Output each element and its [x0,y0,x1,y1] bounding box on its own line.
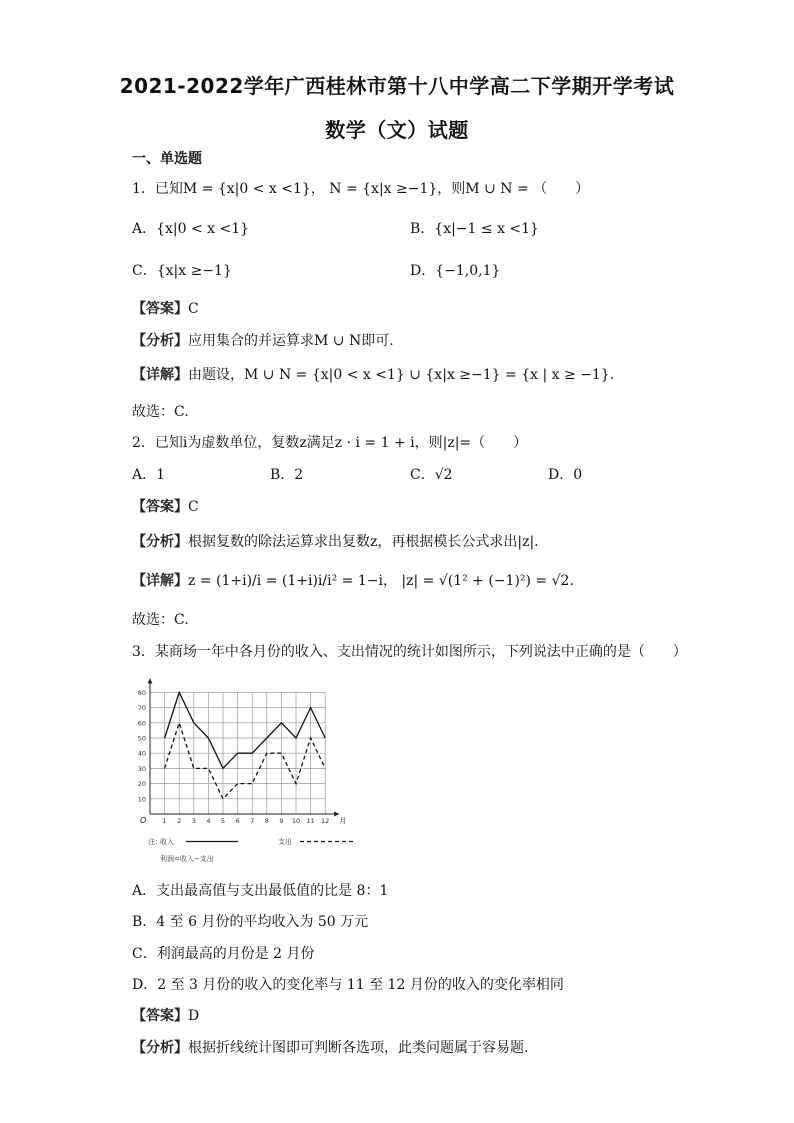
x-tick-label: 9 [279,817,284,825]
q2-option-c: C．√2 [410,467,453,483]
y-axis-arrow [148,678,153,683]
x-tick-label: 4 [206,817,211,825]
legend-prefix: 注： [148,838,162,846]
answer-tag: 【答案】 [132,499,188,515]
analysis-tag: 【分析】 [132,333,188,349]
q2-conclusion: 故选：C. [132,612,189,628]
q1-answer [132,298,199,318]
q3-answer [132,1005,199,1025]
q2-option-a: A．1 [132,467,166,483]
q3-option-a: A．支出最高值与支出最低值的比是 8：1 [132,883,389,899]
q1-option-b: B．{x|−1 ≤ x <1} [410,221,539,237]
x-axis-label: 月 [339,817,347,825]
analysis-text: 根据折线统计图即可判断各选项，此类问题属于容易题. [188,1040,529,1056]
analysis-tag: 【分析】 [132,534,188,550]
y-tick-label: 70 [137,704,146,713]
q3-option-d: D．2 至 3 月份的收入的变化率与 11 至 12 月份的收入的变化率相同 [132,977,564,993]
y-tick-label: 80 [137,688,146,697]
q2-stem: 2．已知i为虚数单位，复数z满足z · i = 1 + i，则|z|=（ ） [132,435,528,451]
q2-detail [132,570,574,590]
legend-income-label: 收入 [160,838,174,846]
detail-text: z = (1+i)/i = (1+i)i/i² = 1−i， |z| = √(1² + (−1)²) = √2. [188,573,574,589]
analysis-text: 应用集合的并运算求M ∪ N即可. [188,333,394,349]
detail-tag: 【详解】 [132,573,188,589]
q1-conclusion: 故选：C. [132,404,189,420]
q3-stem: 3．某商场一年中各月份的收入、支出情况的统计如图所示，下列说法中正确的是（ ） [132,644,687,660]
y-tick-label: 50 [137,734,146,743]
q2-answer [132,496,199,516]
q3-option-c: C．利润最高的月份是 2 月份 [132,946,315,962]
y-tick-label: 40 [137,749,146,758]
x-tick-label: 11 [306,817,315,825]
x-tick-label: 7 [250,817,255,825]
x-tick-label: 1 [162,817,167,825]
origin-label: O [140,816,147,825]
x-axis-arrow [334,812,339,817]
q3-analysis [132,1037,528,1057]
q3-option-b: B．4 至 6 月份的平均收入为 50 万元 [132,914,369,930]
legend-note: 利润=收入−支出 [160,855,214,863]
answer-tag: 【答案】 [132,301,188,317]
x-tick-label: 8 [264,817,269,825]
detail-text: 由题设，M ∪ N = {x|0 < x <1} ∪ {x|x ≥−1} = {x | x ≥ −1}. [188,367,615,383]
q1-analysis [132,330,394,350]
y-tick-label: 20 [137,780,146,789]
y-tick-label: 30 [137,764,146,773]
analysis-text: 根据复数的除法运算求出复数z，再根据模长公式求出|z|. [188,534,539,550]
answer-value: C [188,301,199,317]
x-tick-label: 6 [235,817,240,825]
x-tick-label: 3 [191,817,196,825]
analysis-tag: 【分析】 [132,1040,188,1056]
doc-subtitle: 数学（文）试题 [325,118,469,142]
income-expense-line-chart [128,672,368,872]
section-heading: 一、单选题 [132,151,202,167]
q1-option-a: A．{x|0 < x <1} [132,221,250,237]
doc-title: 2021-2022学年广西桂林市第十八中学高二下学期开学考试 [119,74,675,98]
y-tick-label: 60 [137,719,146,728]
x-tick-label: 10 [291,817,301,825]
q2-analysis [132,531,539,551]
answer-tag: 【答案】 [132,1008,188,1024]
q2-option-d: D．0 [548,467,583,483]
x-tick-label: 5 [220,817,226,825]
detail-tag: 【详解】 [132,367,188,383]
income-series-line [165,692,326,768]
q1-option-c: C．{x|x ≥−1} [132,263,232,279]
q1-detail [132,364,614,384]
q2-option-b: B．2 [270,467,304,483]
q1-option-d: D．{−1,0,1} [410,263,501,279]
x-tick-label: 12 [321,817,330,825]
y-tick-label: 10 [137,795,146,804]
x-tick-label: 2 [177,817,182,825]
answer-value: C [188,499,199,515]
expense-series-line [165,723,326,799]
answer-value: D [188,1008,200,1024]
q1-stem: 1．已知M = {x|0 < x <1}， N = {x|x ≥−1}，则M ∪ N = （ ） [132,181,590,197]
legend-expense-label: 支出 [278,838,292,846]
